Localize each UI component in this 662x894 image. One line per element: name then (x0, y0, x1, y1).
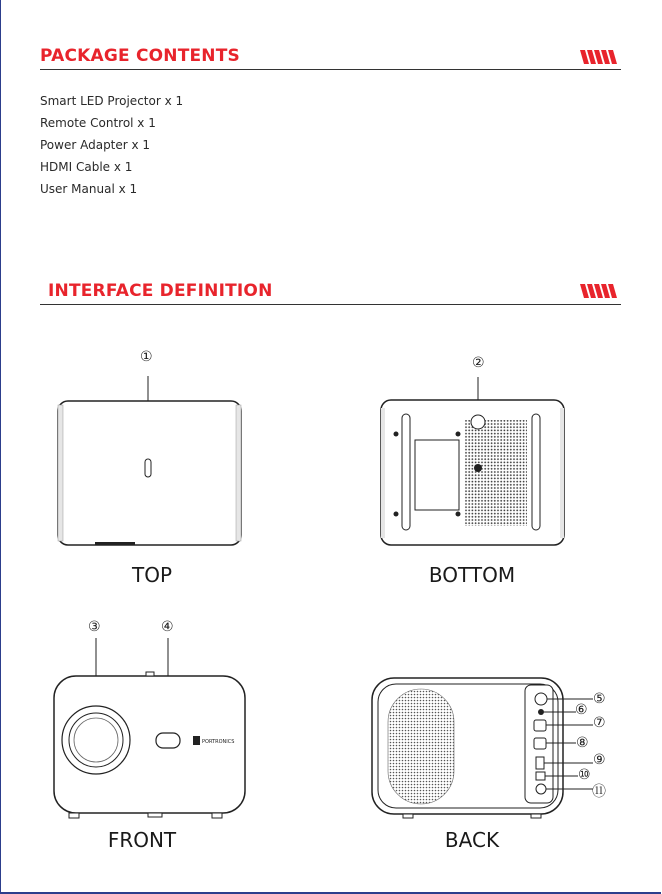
interface-title-rule (40, 304, 621, 305)
back-view-label: BACK (444, 828, 500, 852)
projector-top-view (55, 365, 245, 555)
list-item: Remote Control x 1 (40, 116, 156, 130)
marker-4: ④ (161, 619, 174, 635)
stripe-decoration-icon (580, 50, 620, 64)
brand-logo: PORTRONICS (202, 739, 235, 745)
list-item: Smart LED Projector x 1 (40, 94, 184, 108)
top-view-label: TOP (131, 563, 173, 587)
marker-11: ⑪ (592, 784, 606, 800)
bottom-view-label: BOTTOM (428, 563, 516, 587)
interface-definition-title: INTERFACE DEFINITION (48, 281, 273, 301)
marker-5: ⑤ (593, 691, 606, 707)
projector-front-view (50, 633, 250, 823)
marker-3: ③ (88, 619, 101, 635)
marker-2: ② (472, 355, 485, 371)
stripe-decoration-icon (580, 284, 620, 298)
marker-8: ⑧ (576, 735, 589, 751)
front-view-label: FRONT (107, 828, 177, 852)
marker-9: ⑨ (593, 752, 606, 768)
marker-7: ⑦ (593, 715, 606, 731)
list-item: HDMI Cable x 1 (40, 160, 133, 174)
projector-back-view (368, 675, 568, 820)
marker-6: ⑥ (575, 702, 588, 718)
list-item: Power Adapter x 1 (40, 138, 151, 152)
package-title-rule (40, 69, 621, 70)
package-contents-list (40, 90, 183, 200)
marker-1: ① (140, 349, 153, 365)
package-contents-title: PACKAGE CONTENTS (40, 46, 240, 66)
marker-10: ⑩ (578, 767, 591, 783)
projector-bottom-view (378, 368, 568, 558)
list-item: User Manual x 1 (40, 182, 138, 196)
